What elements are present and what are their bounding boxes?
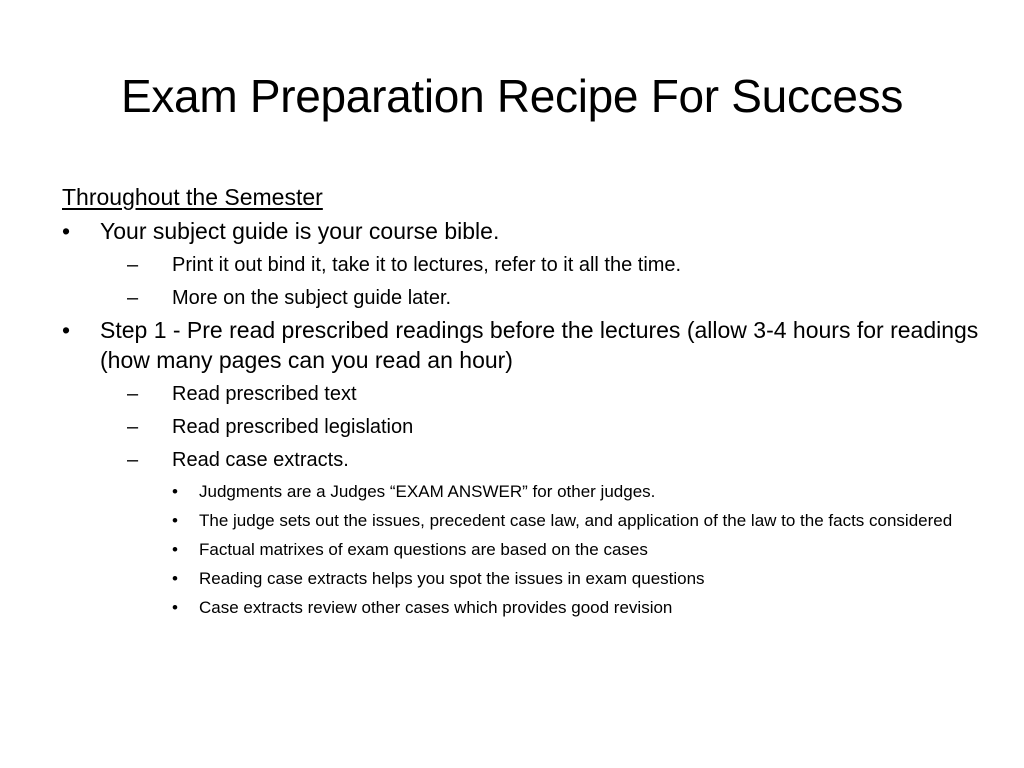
sub-sub-list-item (172, 597, 982, 619)
sub-list-item (127, 380, 982, 408)
sub-list-item (127, 284, 982, 312)
sub-sub-list (172, 481, 982, 619)
bullet-icon: • (62, 218, 71, 244)
sub-sub-list-item (172, 481, 982, 503)
slide-content (62, 181, 982, 619)
list-item (62, 315, 982, 619)
list-item-text: Step 1 - Pre read prescribed readings before the lectures (allow 3-4 hours for readings (how many pages can you read an hour) (100, 317, 979, 373)
sub-list (100, 380, 982, 619)
bullet-icon: • (62, 317, 71, 343)
bullet-icon: • (172, 598, 178, 617)
dash-icon: – (127, 449, 139, 471)
sub-list-item (127, 446, 982, 619)
bullet-icon: • (172, 540, 178, 559)
sub-sub-list-item-text: The judge sets out the issues, precedent case law, and application of the law to the facts considered (199, 511, 953, 530)
sub-list-item-text: Read prescribed legislation (172, 416, 414, 438)
sub-list-item-text: Print it out bind it, take it to lectures, refer to it all the time. (172, 254, 682, 276)
section-heading: Throughout the Semester (62, 184, 323, 210)
dash-icon: – (127, 254, 139, 276)
bullet-icon: • (172, 482, 178, 501)
sub-sub-list-item-text: Factual matrixes of exam questions are based on the cases (199, 540, 648, 559)
dash-icon: – (127, 287, 139, 309)
slide-title: Exam Preparation Recipe For Success (120, 70, 904, 122)
sub-list-item (127, 251, 982, 279)
sub-list (100, 251, 982, 312)
bullet-list (62, 216, 982, 619)
list-item (62, 216, 982, 312)
sub-list-item (127, 413, 982, 441)
sub-sub-list-item (172, 568, 982, 590)
list-item-text: Your subject guide is your course bible. (100, 218, 500, 244)
sub-list-item-text: Read case extracts. (172, 449, 349, 471)
sub-sub-list-item-text: Case extracts review other cases which provides good revision (199, 598, 673, 617)
sub-sub-list-item (172, 539, 982, 561)
sub-sub-list-item-text: Judgments are a Judges “EXAM ANSWER” for other judges. (199, 482, 656, 501)
dash-icon: – (127, 416, 139, 438)
dash-icon: – (127, 383, 139, 405)
sub-sub-list-item-text: Reading case extracts helps you spot the issues in exam questions (199, 569, 705, 588)
bullet-icon: • (172, 511, 178, 530)
sub-sub-list-item (172, 510, 982, 532)
sub-list-item-text: Read prescribed text (172, 383, 357, 405)
bullet-icon: • (172, 569, 178, 588)
sub-list-item-text: More on the subject guide later. (172, 287, 452, 309)
